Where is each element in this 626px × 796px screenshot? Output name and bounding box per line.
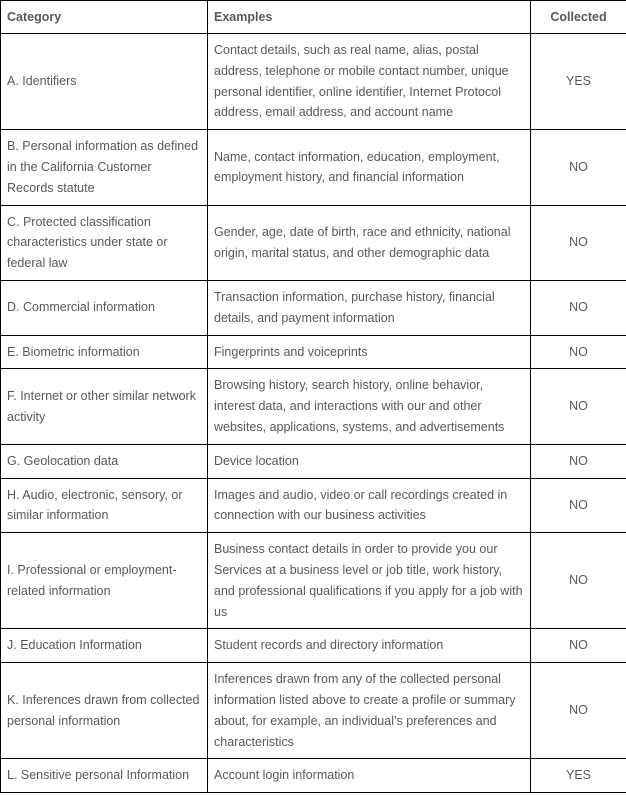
examples-cell: Contact details, such as real name, alias, postal address, telephone or mobile contact number, unique personal identifier, online identifier, Internet Protocol address, email address, and account name [208, 34, 531, 130]
table-row [1, 130, 626, 205]
collected-cell: NO [531, 444, 626, 478]
examples-cell: Business contact details in order to provide you our Services at a business level or job title, work history, and professional qualifications if you apply for a job with us [208, 533, 531, 629]
collected-cell: YES [531, 34, 626, 130]
table-row [1, 369, 626, 444]
category-cell: H. Audio, electronic, sensory, or similar information [1, 478, 208, 533]
table-header-row [1, 1, 626, 34]
examples-cell: Images and audio, video or call recordings created in connection with our business activities [208, 478, 531, 533]
table-row [1, 335, 626, 369]
collected-cell: NO [531, 280, 626, 335]
examples-cell: Student records and directory information [208, 629, 531, 663]
examples-cell: Gender, age, date of birth, race and ethnicity, national origin, marital status, and other demographic data [208, 205, 531, 280]
category-cell: L. Sensitive personal Information [1, 759, 208, 793]
table-row [1, 533, 626, 629]
table-row [1, 205, 626, 280]
table-row [1, 629, 626, 663]
header-collected: Collected [531, 1, 626, 34]
collected-cell: YES [531, 759, 626, 793]
table-row [1, 444, 626, 478]
examples-cell: Device location [208, 444, 531, 478]
table-row [1, 663, 626, 759]
table-row [1, 478, 626, 533]
category-cell: C. Protected classification characteristics under state or federal law [1, 205, 208, 280]
category-cell: G. Geolocation data [1, 444, 208, 478]
collected-cell: NO [531, 130, 626, 205]
collected-cell: NO [531, 478, 626, 533]
collected-cell: NO [531, 335, 626, 369]
category-cell: J. Education Information [1, 629, 208, 663]
examples-cell: Account login information [208, 759, 531, 793]
category-cell: B. Personal information as defined in the California Customer Records statute [1, 130, 208, 205]
collected-cell: NO [531, 369, 626, 444]
table-row [1, 34, 626, 130]
category-cell: K. Inferences drawn from collected personal information [1, 663, 208, 759]
category-cell: A. Identifiers [1, 34, 208, 130]
category-cell: I. Professional or employment-related information [1, 533, 208, 629]
category-cell: D. Commercial information [1, 280, 208, 335]
examples-cell: Browsing history, search history, online behavior, interest data, and interactions with our and other websites, applications, systems, and advertisements [208, 369, 531, 444]
collected-cell: NO [531, 663, 626, 759]
examples-cell: Transaction information, purchase history, financial details, and payment information [208, 280, 531, 335]
examples-cell: Inferences drawn from any of the collected personal information listed above to create a profile or summary about, for example, an individual’s preferences and characteristics [208, 663, 531, 759]
table-row [1, 759, 626, 793]
collected-cell: NO [531, 629, 626, 663]
table-row [1, 280, 626, 335]
collected-cell: NO [531, 205, 626, 280]
category-cell: F. Internet or other similar network activity [1, 369, 208, 444]
category-cell: E. Biometric information [1, 335, 208, 369]
header-examples: Examples [208, 1, 531, 34]
collected-cell: NO [531, 533, 626, 629]
header-category: Category [1, 1, 208, 34]
examples-cell: Fingerprints and voiceprints [208, 335, 531, 369]
examples-cell: Name, contact information, education, employment, employment history, and financial information [208, 130, 531, 205]
